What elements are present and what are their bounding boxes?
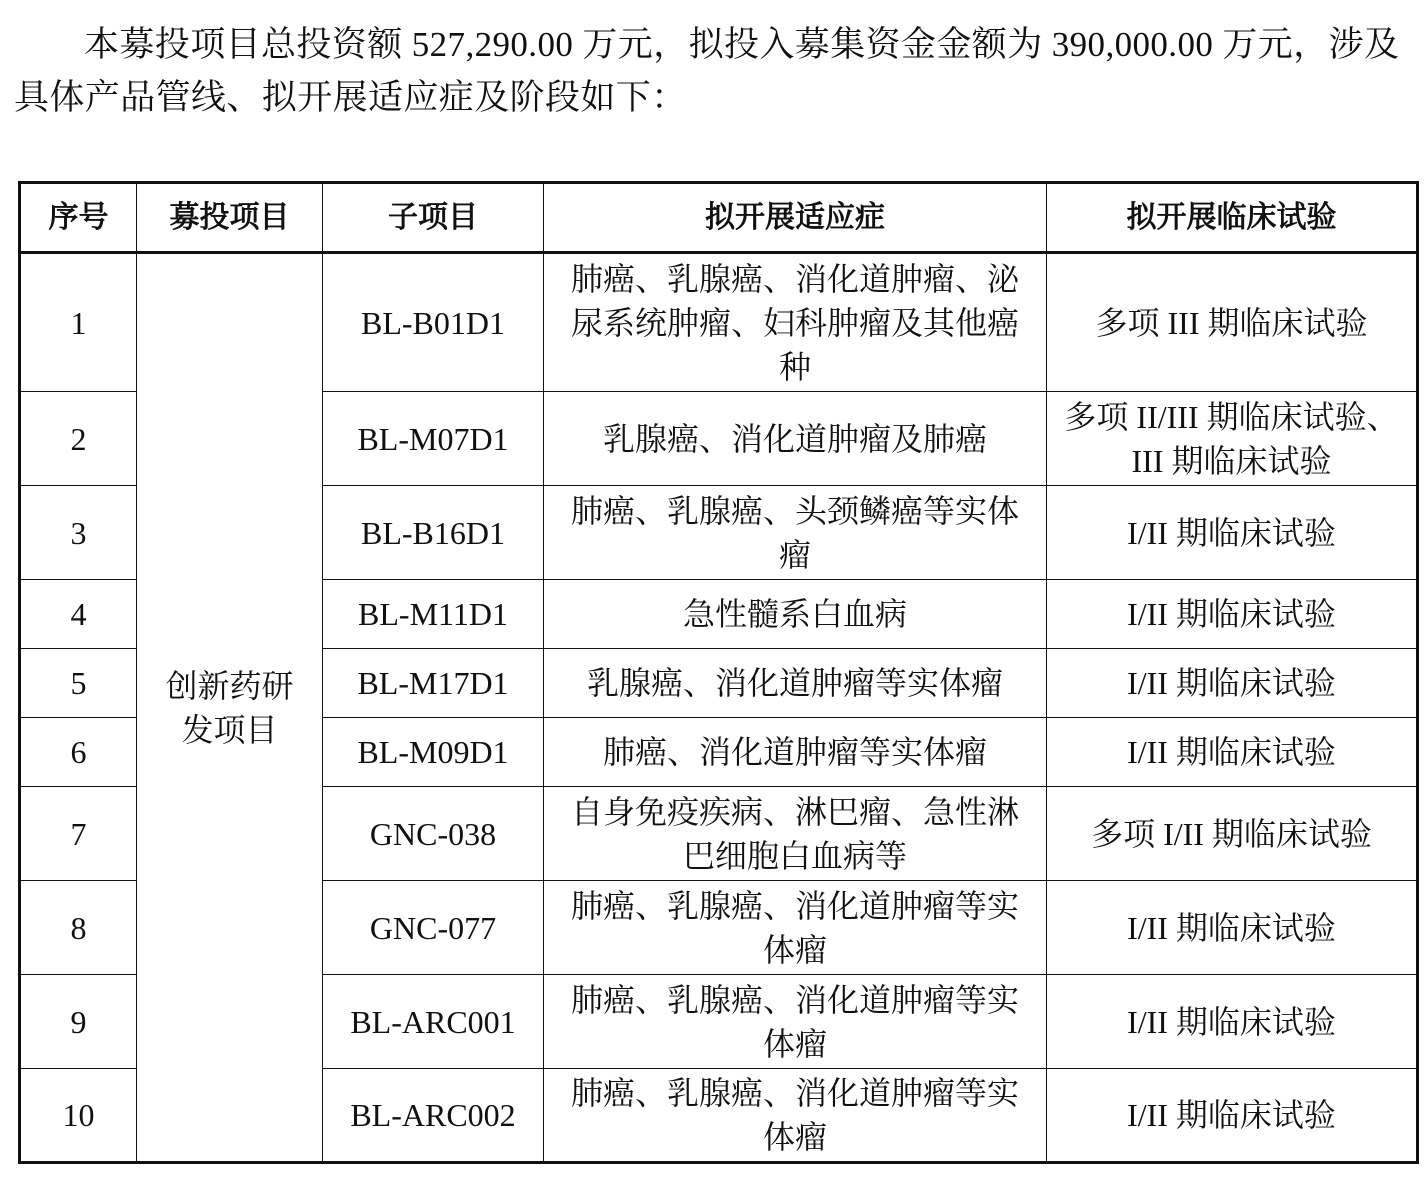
row-indication: 乳腺癌、消化道肿瘤等实体瘤 [544, 649, 1047, 718]
row-no: 3 [20, 486, 137, 580]
table-row [20, 253, 1418, 392]
row-subproject: BL-B01D1 [323, 253, 544, 392]
row-indication: 肺癌、乳腺癌、消化道肿瘤等实体瘤 [544, 1069, 1047, 1163]
row-trial: I/II 期临床试验 [1047, 975, 1418, 1069]
header-trial: 拟开展临床试验 [1047, 183, 1418, 253]
intro-paragraph: 本募投项目总投资额 527,290.00 万元，拟投入募集资金金额为 390,000.00 万元，涉及具体产品管线、拟开展适应症及阶段如下： [14, 25, 1400, 117]
row-trial: I/II 期临床试验 [1047, 580, 1418, 649]
row-no: 4 [20, 580, 137, 649]
row-subproject: BL-M09D1 [323, 718, 544, 787]
row-indication: 肺癌、乳腺癌、头颈鳞癌等实体瘤 [544, 486, 1047, 580]
row-trial: I/II 期临床试验 [1047, 718, 1418, 787]
row-trial: I/II 期临床试验 [1047, 881, 1418, 975]
row-trial: 多项 II/III 期临床试验、III 期临床试验 [1047, 392, 1418, 486]
project-cell: 创新药研发项目 [137, 253, 323, 1163]
row-trial: I/II 期临床试验 [1047, 1069, 1418, 1163]
row-no: 5 [20, 649, 137, 718]
row-trial: 多项 I/II 期临床试验 [1047, 787, 1418, 881]
row-subproject: BL-M17D1 [323, 649, 544, 718]
header-no: 序号 [20, 183, 137, 253]
row-trial: I/II 期临床试验 [1047, 649, 1418, 718]
header-project: 募投项目 [137, 183, 323, 253]
row-indication: 自身免疫疾病、淋巴瘤、急性淋巴细胞白血病等 [544, 787, 1047, 881]
row-subproject: BL-ARC002 [323, 1069, 544, 1163]
row-no: 6 [20, 718, 137, 787]
row-no: 7 [20, 787, 137, 881]
header-indication: 拟开展适应症 [544, 183, 1047, 253]
row-no: 8 [20, 881, 137, 975]
row-indication: 肺癌、乳腺癌、消化道肿瘤、泌尿系统肿瘤、妇科肿瘤及其他癌种 [544, 253, 1047, 392]
table-header-row [20, 183, 1418, 253]
row-indication: 肺癌、乳腺癌、消化道肿瘤等实体瘤 [544, 881, 1047, 975]
row-subproject: BL-M11D1 [323, 580, 544, 649]
row-indication: 急性髓系白血病 [544, 580, 1047, 649]
row-indication: 乳腺癌、消化道肿瘤及肺癌 [544, 392, 1047, 486]
row-no: 9 [20, 975, 137, 1069]
header-subproject: 子项目 [323, 183, 544, 253]
row-indication: 肺癌、消化道肿瘤等实体瘤 [544, 718, 1047, 787]
row-subproject: GNC-077 [323, 881, 544, 975]
row-trial: I/II 期临床试验 [1047, 486, 1418, 580]
row-subproject: GNC-038 [323, 787, 544, 881]
row-subproject: BL-ARC001 [323, 975, 544, 1069]
row-subproject: BL-B16D1 [323, 486, 544, 580]
row-indication: 肺癌、乳腺癌、消化道肿瘤等实体瘤 [544, 975, 1047, 1069]
row-no: 2 [20, 392, 137, 486]
row-trial: 多项 III 期临床试验 [1047, 253, 1418, 392]
row-no: 1 [20, 253, 137, 392]
row-no: 10 [20, 1069, 137, 1163]
row-subproject: BL-M07D1 [323, 392, 544, 486]
pipeline-table [18, 181, 1419, 1164]
